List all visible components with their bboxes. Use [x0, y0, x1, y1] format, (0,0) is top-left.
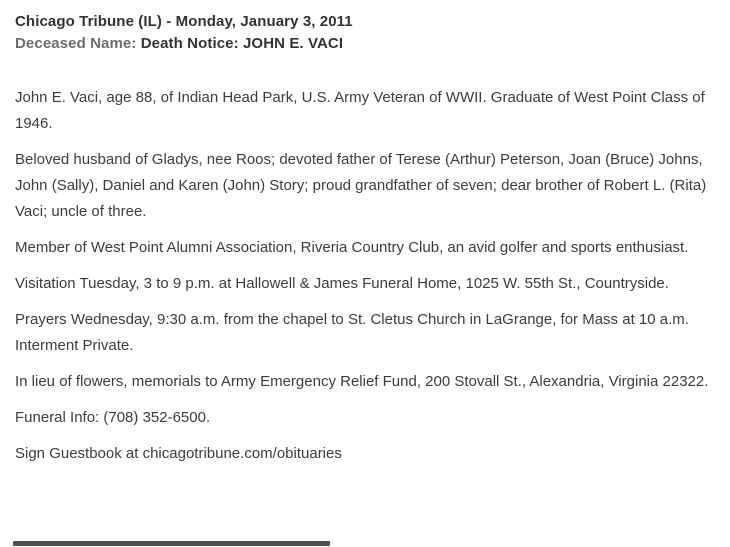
source-dateline: Chicago Tribune (IL) - Monday, January 3, 2011: [15, 13, 353, 30]
obituary-body: [15, 85, 712, 467]
obituary-paragraph: In lieu of flowers, memorials to Army Emergency Relief Fund, 200 Stovall St., Alexandria, Virginia 22322.: [15, 373, 709, 390]
obituary-paragraph: Beloved husband of Gladys, nee Roos; devoted father of Terese (Arthur) Peterson, Joan (Bruce) Johns, John (Sally), Daniel and Karen (John) Story; proud grandfather of seven; dear brother of Robert L. (Rita) Vaci; uncle of three.: [15, 151, 707, 220]
funeral-info-line: Funeral Info: (708) 352-6500.: [15, 409, 211, 426]
guestbook-line: Sign Guestbook at chicagotribune.com/obituaries: [15, 445, 342, 462]
obituary-paragraph: Member of West Point Alumni Association, Riveria Country Club, an avid golfer and sports enthusiast.: [15, 239, 689, 256]
obituary-paragraph: Prayers Wednesday, 9:30 a.m. from the chapel to St. Cletus Church in LaGrange, for Mass at 10 a.m. Interment Private.: [15, 311, 689, 354]
obituary-paragraph: John E. Vaci, age 88, of Indian Head Park, U.S. Army Veteran of WWII. Graduate of West Point Class of 1946.: [15, 89, 705, 132]
obituary-paragraph: Visitation Tuesday, 3 to 9 p.m. at Hallowell & James Funeral Home, 1025 W. 55th St., Countryside.: [15, 275, 669, 292]
horizontal-scrollbar-thumb[interactable]: [13, 541, 330, 546]
deceased-name-label: Deceased Name:: [15, 35, 137, 52]
death-notice-title: Death Notice: JOHN E. VACI: [136, 35, 344, 52]
death-notice-heading: [15, 33, 712, 55]
